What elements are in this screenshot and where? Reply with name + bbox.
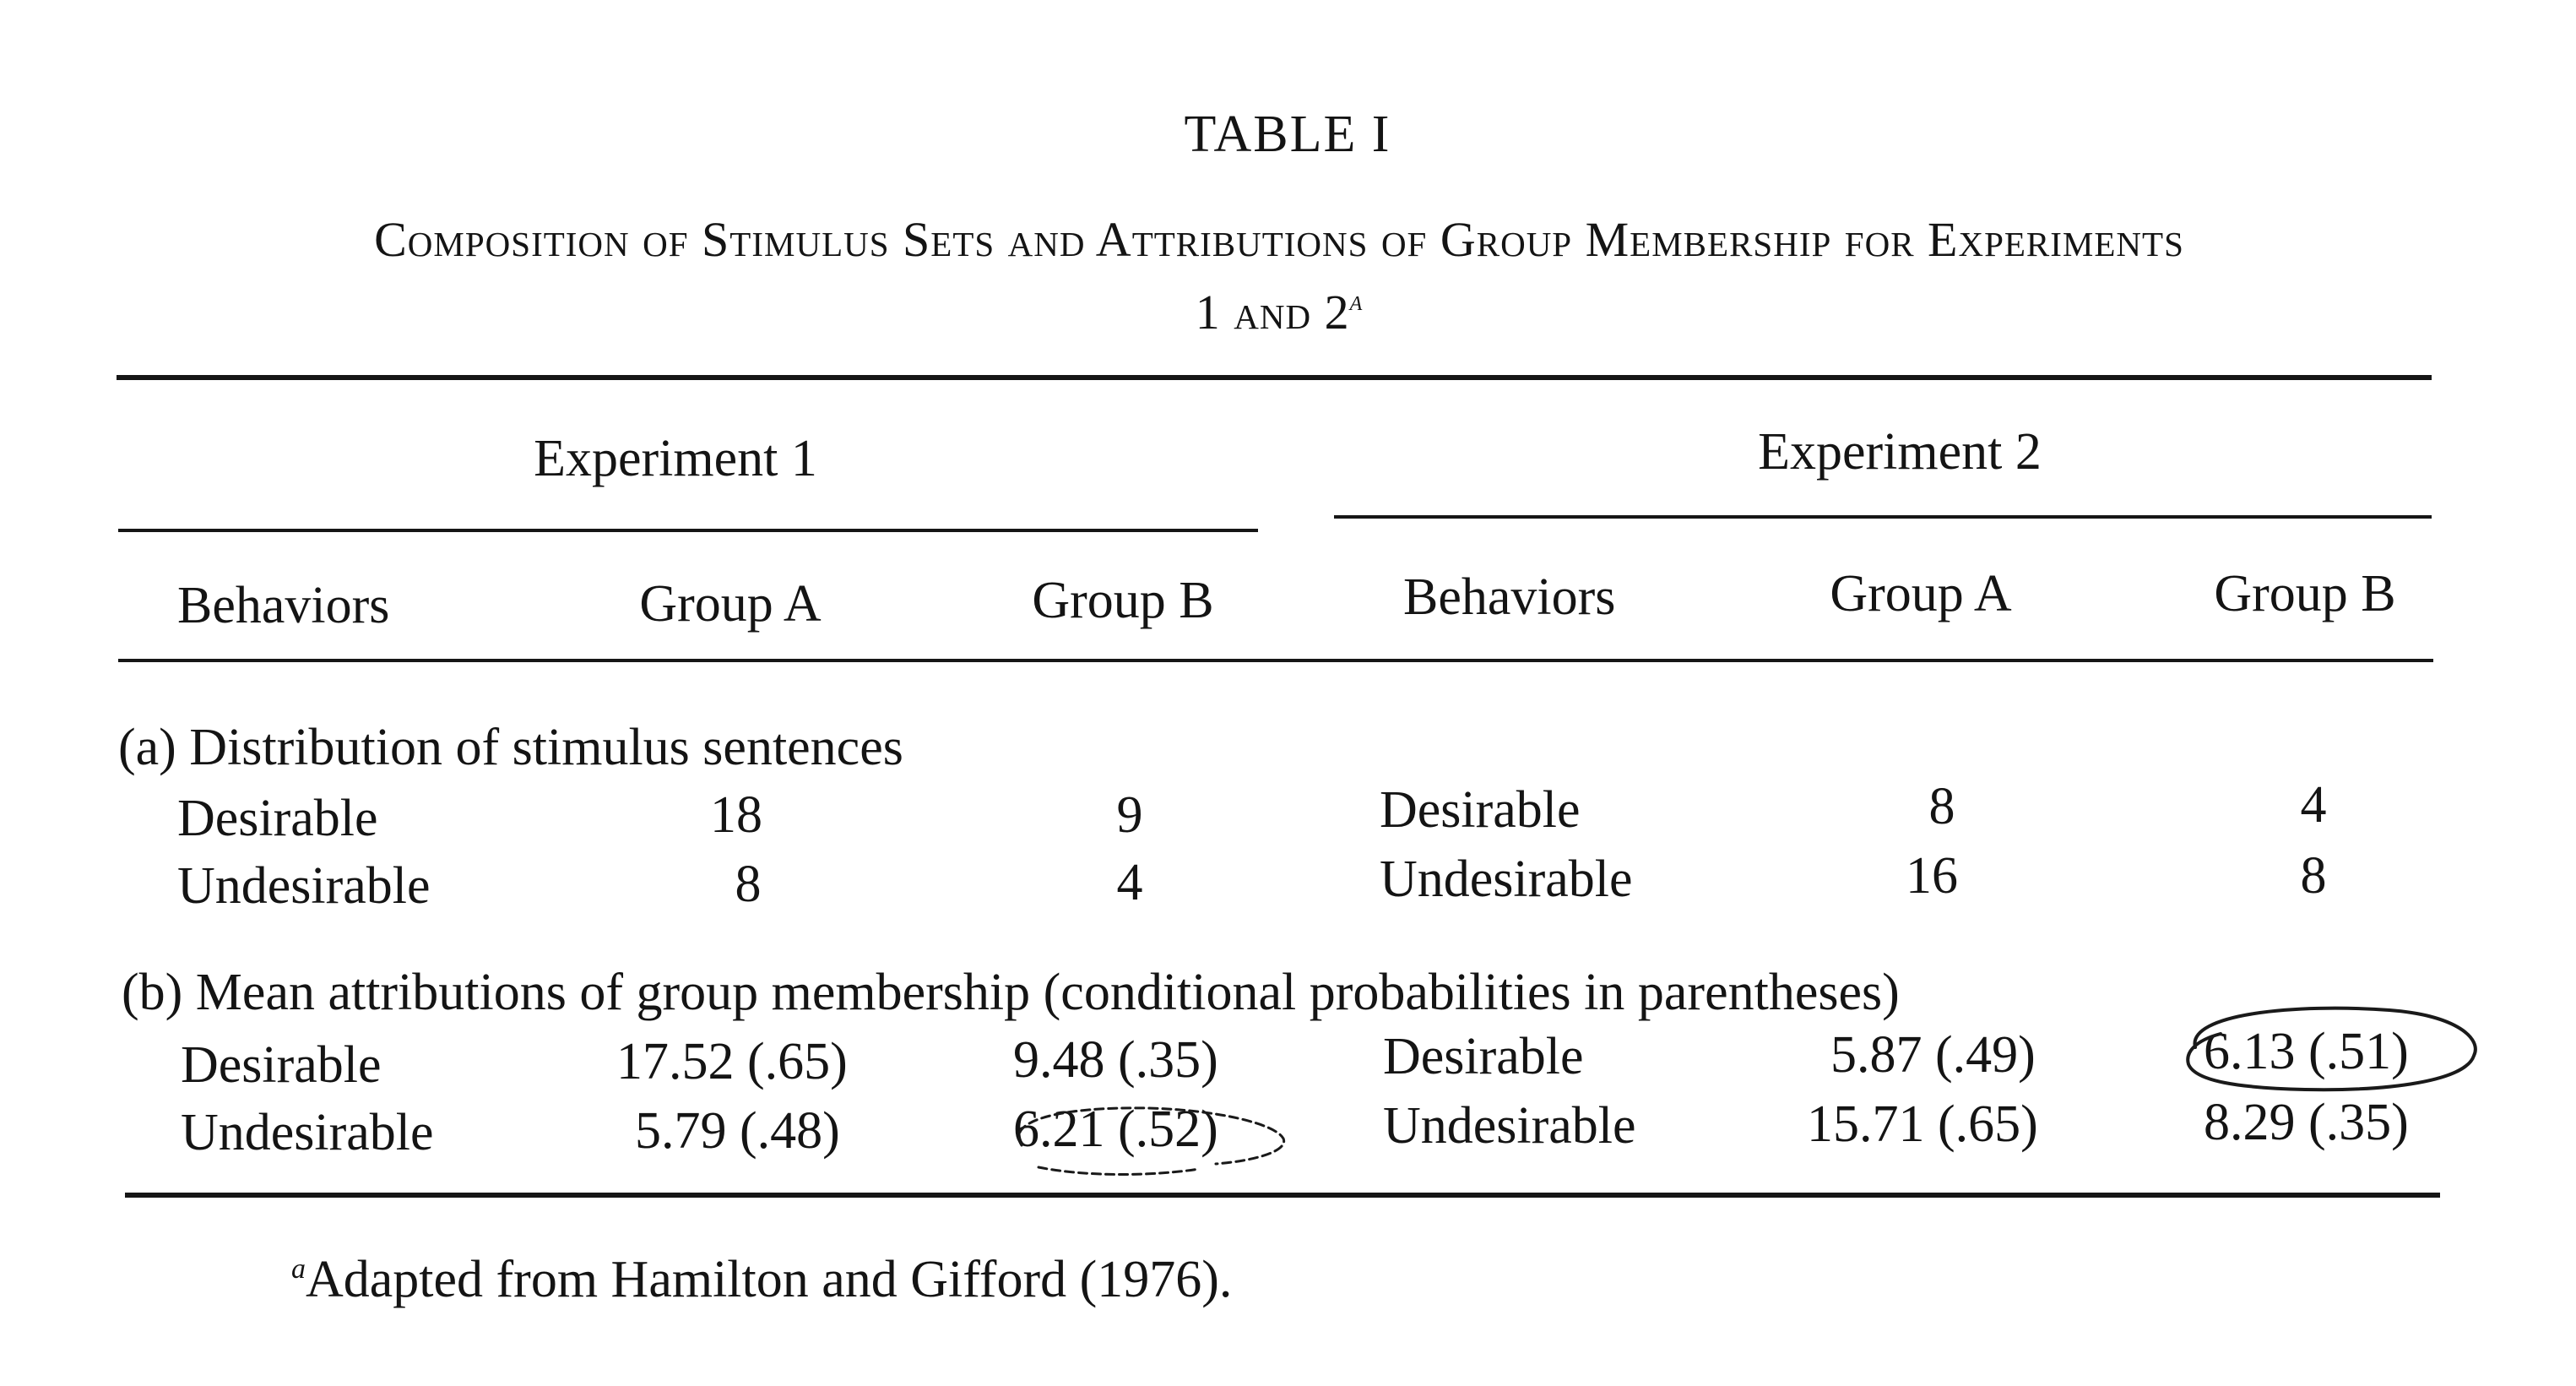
table-cell: 8 [735, 856, 762, 913]
table-cell: Desirable [1383, 1028, 1584, 1085]
column-header-group-a-2: Group A [1830, 565, 2012, 622]
table-cell: 18 [710, 786, 762, 844]
table-label: TABLE I [1184, 106, 1391, 163]
top-rule [117, 375, 2432, 380]
section-b-heading: (b) Mean attributions of group membership (conditional probabilities in parentheses) [122, 964, 1900, 1021]
table-cell: 5.87 (.49) [1830, 1026, 2036, 1084]
table-cell: Undesirable [1383, 1097, 1636, 1155]
bottom-rule [125, 1193, 2440, 1198]
table-cell: 17.52 (.65) [616, 1033, 848, 1090]
table-cell: 8.29 (.35) [2204, 1094, 2409, 1151]
table-cell: 9.48 (.35) [1013, 1031, 1218, 1089]
table-caption-line-2 [1196, 284, 1364, 340]
table-footnote [291, 1250, 1232, 1310]
table-cell: 8 [1928, 778, 1955, 835]
column-header-behaviors-1: Behaviors [177, 577, 390, 634]
table-cell: Undesirable [1380, 851, 1633, 908]
footnote-text: Adapted from Hamilton and Gifford (1976). [306, 1251, 1233, 1308]
experiment-2-rule [1334, 515, 2432, 519]
section-a-heading: (a) Distribution of stimulus sentences [118, 719, 903, 776]
table-cell: 15.71 (.65) [1807, 1095, 2038, 1153]
column-header-behaviors-2: Behaviors [1403, 568, 1616, 626]
table-cell: Desirable [181, 1036, 382, 1094]
table-cell: 16 [1906, 847, 1958, 905]
column-header-group-b-2: Group B [2214, 565, 2396, 622]
table-cell: 9 [1116, 786, 1143, 844]
experiment-1-rule [118, 529, 1258, 532]
table-caption-line-1: Composition of Stimulus Sets and Attributions of Group Membership for Experiments [374, 212, 2184, 267]
column-header-group-b-1: Group B [1032, 572, 1214, 629]
footnote-mark: a [291, 1253, 306, 1285]
experiment-1-header: Experiment 1 [534, 430, 817, 487]
column-header-group-a-1: Group A [639, 575, 822, 633]
table-cell: Desirable [1380, 781, 1581, 839]
caption-footnote-mark: a [1349, 285, 1364, 317]
table-cell: 6.21 (.52) [1013, 1101, 1218, 1158]
table-cell: 4 [1116, 854, 1143, 911]
table-cell: Desirable [177, 790, 378, 847]
table-cell: 8 [2300, 847, 2327, 905]
table-cell: 5.79 (.48) [635, 1102, 840, 1160]
header-rule [118, 659, 2433, 662]
table-cell: 6.13 (.51) [2204, 1023, 2409, 1080]
table-cell: 4 [2300, 776, 2327, 834]
caption-text: 1 and 2 [1195, 285, 1350, 340]
table-cell: Undesirable [181, 1104, 434, 1161]
table-cell: Undesirable [177, 857, 431, 915]
experiment-2-header: Experiment 2 [1758, 423, 2042, 481]
